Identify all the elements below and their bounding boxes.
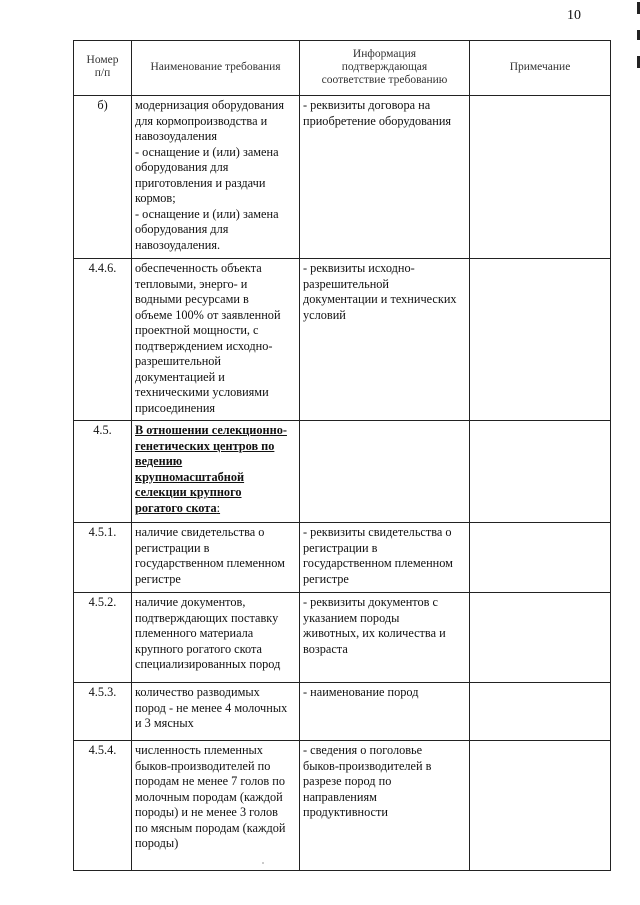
text-line: - оснащение и (или) замена [135, 206, 279, 221]
text-line: - реквизиты договора на [303, 98, 431, 112]
confirming-info [300, 259, 470, 421]
header-info [300, 41, 470, 96]
text-line: Информация [352, 47, 417, 60]
requirement-name [132, 259, 300, 421]
text-line: - сведения о поголовье [303, 743, 423, 757]
text-line: водными ресурсами в [135, 292, 249, 306]
section-heading-line: генетических центров по [135, 438, 275, 453]
requirement-name [132, 683, 300, 741]
table-row [74, 421, 611, 523]
text-line: количество разводимых [135, 685, 260, 699]
note-cell [470, 96, 611, 259]
row-number: 4.5.3. [74, 683, 132, 741]
requirement-name [132, 421, 300, 523]
text-line: - реквизиты документов с [303, 595, 438, 609]
text-line: подтверждением исходно- [135, 338, 273, 353]
text-line: - оснащение и (или) замена [135, 144, 279, 159]
text-line: указанием породы [303, 610, 400, 625]
table-row [74, 96, 611, 259]
text-line: Наименование требования [150, 60, 281, 73]
requirement-name [132, 593, 300, 683]
text-line: навозоудаления [135, 129, 217, 143]
text-line: документации и технических [303, 292, 457, 306]
text-line: и 3 мясных [135, 716, 194, 730]
text-line: разрешительной [303, 276, 390, 291]
text-line: оборудования для [135, 160, 229, 174]
text-line: наличие свидетельства о [135, 525, 265, 539]
text-line: быков-производителей в [303, 758, 432, 773]
text-line: приобретение оборудования [303, 113, 452, 128]
requirements-table [73, 40, 611, 871]
text-line: продуктивности [303, 805, 388, 819]
header-note [470, 41, 611, 96]
text-line: Номер [86, 54, 119, 66]
text-line: пород - не менее 4 молочных [135, 700, 288, 715]
section-heading-line: В отношении селекционно- [135, 423, 287, 437]
text-line: - реквизиты исходно- [303, 261, 415, 275]
table-row [74, 523, 611, 593]
text-line: для кормопроизводства и [135, 113, 268, 128]
table-row [74, 593, 611, 683]
text-line: соответствие требованию [321, 73, 448, 86]
table-row [74, 259, 611, 421]
text-line: разрезе пород по [303, 774, 392, 788]
section-heading-line: селекции крупного [135, 485, 242, 499]
section-heading-line: крупномасштабной [135, 469, 245, 484]
text-line: техническими условиями [135, 385, 269, 399]
note-cell [470, 593, 611, 683]
text-line: кормов; [135, 191, 176, 205]
confirming-info [300, 741, 470, 871]
row-number: 4.5.4. [74, 741, 132, 871]
note-cell [470, 421, 611, 523]
text-line: государственном племенном [135, 556, 285, 570]
text-line: Примечание [509, 60, 571, 73]
row-number: 4.5. [74, 421, 132, 523]
requirement-name [132, 96, 300, 259]
text-line: модернизация оборудования [135, 98, 285, 112]
text-line: приготовления и раздачи [135, 175, 266, 190]
note-cell [470, 523, 611, 593]
text-line: возраста [303, 641, 348, 656]
text-line: подтверждающая [341, 60, 428, 73]
row-number: 4.5.2. [74, 593, 132, 683]
section-heading-line: ведению [135, 454, 183, 468]
text-line: породам не менее 7 голов по [135, 774, 286, 788]
confirming-info [300, 523, 470, 593]
text-line: племенного материала [135, 626, 254, 640]
confirming-info [300, 683, 470, 741]
text-line: навозоудаления. [135, 237, 221, 252]
note-cell [470, 259, 611, 421]
text-line: регистре [135, 571, 181, 586]
text-line: условий [303, 307, 346, 322]
text-line: направлениям [303, 789, 377, 804]
text-line: специализированных пород [135, 657, 281, 671]
text-line: проектной мощности, с [135, 323, 259, 337]
text-line: регистрации в [135, 540, 210, 555]
note-cell [470, 741, 611, 871]
row-number: 4.5.1. [74, 523, 132, 593]
text-line: численность племенных [135, 743, 263, 757]
text-line: - реквизиты свидетельства о [303, 525, 452, 539]
text-line: п/п [94, 67, 111, 79]
requirement-name [132, 523, 300, 593]
page-number: 10 [567, 8, 581, 23]
text-line: животных, их количества и [303, 626, 446, 640]
scan-speck [262, 862, 264, 864]
text-line: объеме 100% от заявленной [135, 307, 281, 322]
section-heading-line: рогатого скота: [135, 500, 221, 515]
text-line: оборудования для [135, 222, 229, 236]
note-cell [470, 683, 611, 741]
text-line: наличие документов, [135, 595, 246, 609]
header-num [74, 41, 132, 96]
text-line: крупного рогатого скота [135, 641, 262, 656]
header-row [74, 41, 611, 96]
text-line: присоединения [135, 400, 216, 415]
text-line: подтверждающих поставку [135, 610, 279, 625]
row-number: б) [74, 96, 132, 259]
confirming-info [300, 593, 470, 683]
confirming-info [300, 96, 470, 259]
table-row [74, 741, 611, 871]
table-row [74, 683, 611, 741]
text-line: тепловыми, энерго- и [135, 276, 248, 291]
confirming-info [300, 421, 470, 523]
text-line: породы) [135, 836, 179, 850]
requirement-name [132, 741, 300, 871]
text-line: - наименование пород [303, 685, 419, 699]
header-name [132, 41, 300, 96]
text-line: государственном племенном [303, 556, 453, 570]
text-line: быков-производителей по [135, 758, 271, 773]
row-number: 4.4.6. [74, 259, 132, 421]
text-line: регистре [303, 571, 349, 586]
text-line: молочным породам (каждой [135, 789, 283, 804]
text-line: регистрации в [303, 540, 378, 555]
text-line: по мясным породам (каждой [135, 820, 286, 835]
text-line: документацией и [135, 369, 225, 384]
text-line: породы) и не менее 3 голов [135, 805, 278, 819]
text-line: разрешительной [135, 354, 222, 368]
text-line: обеспеченность объекта [135, 261, 262, 275]
